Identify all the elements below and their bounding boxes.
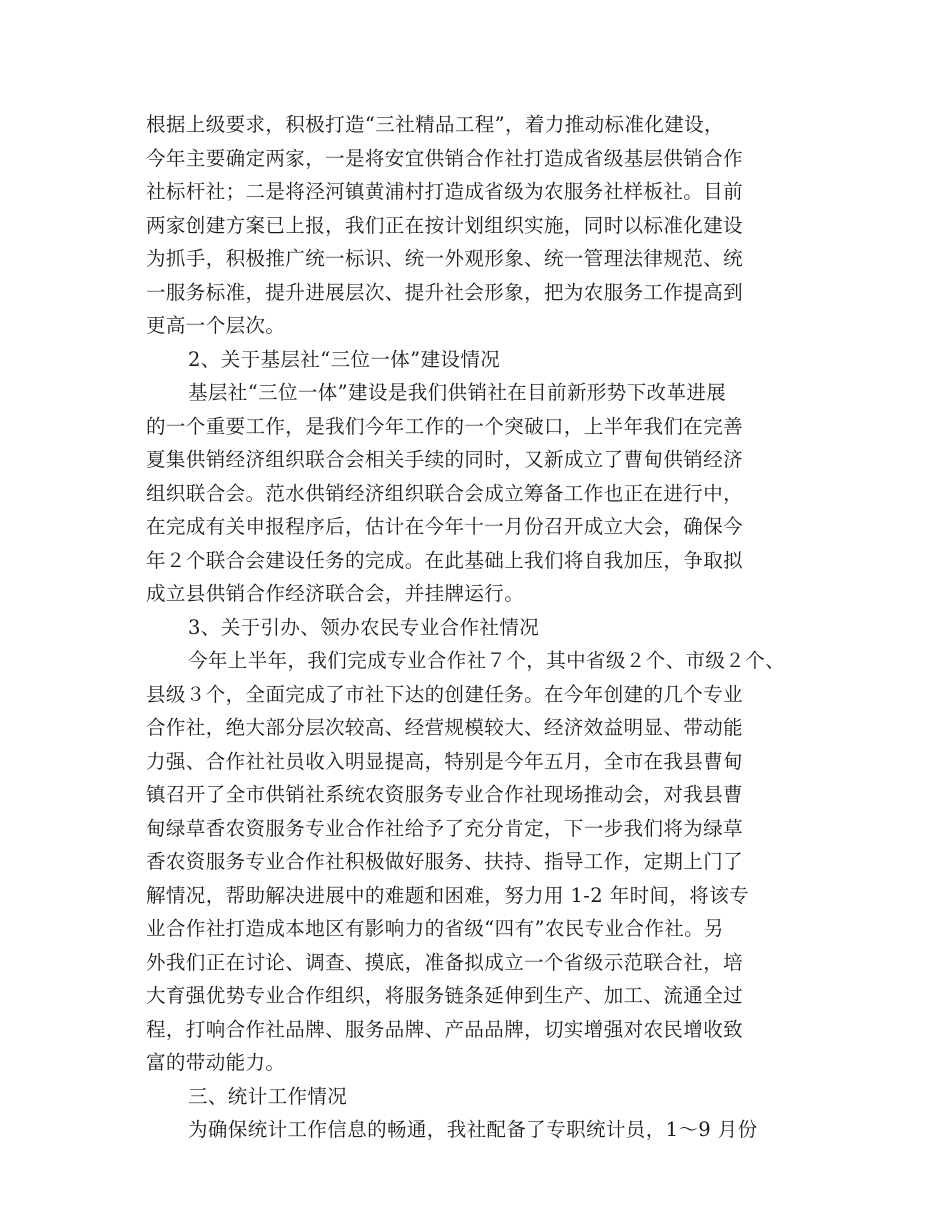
text-line: 程，打响合作社品牌、服务品牌、产品品牌，切实增强对农民增收致 [146, 1017, 744, 1041]
text-line: 合作社，绝大部分层次较高、经营规模较大、经济效益明显、带动能 [146, 716, 744, 739]
text-line: 两家创建方案已上报，我们正在按计划组织实施，同时以标准化建设 [146, 213, 744, 237]
text-line: 大育强优势专业合作组织，将服务链条延伸到生产、加工、流通全过 [146, 984, 744, 1007]
text-line: 为抓手，积极推广统一标识、统一外观形象、统一管理法律规范、统 [146, 247, 744, 270]
text-line: 根据上级要求，积极打造“三社精品工程”，着力推动标准化建设， [146, 113, 724, 136]
text-line: 成立县供销合作经济联合会，并挂牌运行。 [146, 582, 525, 605]
text-line: 夏集供销经济组织联合会相关手续的同时，又新成立了曹甸供销经济 [146, 448, 744, 471]
text-line: 今年主要确定两家，一是将安宜供销合作社打造成省级基层供销合作 [146, 146, 744, 170]
document-body [146, 108, 846, 1147]
text-line: 今年上半年，我们完成专业合作社７个，其中省级２个、市级２个、 [188, 649, 786, 672]
text-line: 更高一个层次。 [146, 314, 286, 337]
text-line: 业合作社打造成本地区有影响力的省级“四有”农民专业合作社。另 [146, 917, 724, 940]
text-line: 力强、合作社社员收入明显提高，特别是今年五月，全市在我县曹甸 [146, 749, 744, 773]
text-line: 外我们正在讨论、调查、摸底，准备拟成立一个省级示范联合社，培 [146, 950, 744, 974]
text-line: 为确保统计工作信息的畅通，我社配备了专职统计员，1～9 月份 [188, 1118, 758, 1141]
text-line: 三、统计工作情况 [188, 1084, 348, 1108]
text-line: 镇召开了全市供销社系统农资服务专业合作社现场推动会，对我县曹 [146, 783, 744, 806]
text-line: 甸绿草香农资服务专业合作社给予了充分肯定，下一步我们将为绿草 [146, 816, 744, 840]
text-line: 的一个重要工作，是我们今年工作的一个突破口，上半年我们在完善 [146, 414, 744, 438]
text-line: 2、关于基层社“三位一体”建设情况 [188, 347, 501, 371]
text-line: 富的带动能力。 [146, 1051, 286, 1074]
text-line: 解情况，帮助解决进展中的难题和困难，努力用 1-2 年时间，将该专 [146, 883, 749, 907]
text-line: 县级３个，全面完成了市社下达的创建任务。在今年创建的几个专业 [146, 682, 744, 706]
text-line: 组织联合会。范水供销经济组织联合会成立筹备工作也正在进行中， [146, 481, 744, 505]
text-line: 一服务标准，提升进展层次、提升社会形象，把为农服务工作提高到 [146, 280, 744, 304]
text-line: 在完成有关申报程序后，估计在今年十一月份召开成立大会，确保今 [146, 515, 744, 538]
text-line: 香农资服务专业合作社积极做好服务、扶持、指导工作，定期上门了 [146, 850, 744, 873]
text-line: 年２个联合会建设任务的完成。在此基础上我们将自我加压，争取拟 [146, 548, 744, 572]
text-line: 社标杆社；二是将泾河镇黄浦村打造成省级为农服务社样板社。目前 [146, 180, 744, 203]
text-line: 3、关于引办、领办农民专业合作社情况 [188, 615, 540, 639]
text-line: 基层社“三位一体”建设是我们供销社在目前新形势下改革进展 [188, 381, 727, 404]
